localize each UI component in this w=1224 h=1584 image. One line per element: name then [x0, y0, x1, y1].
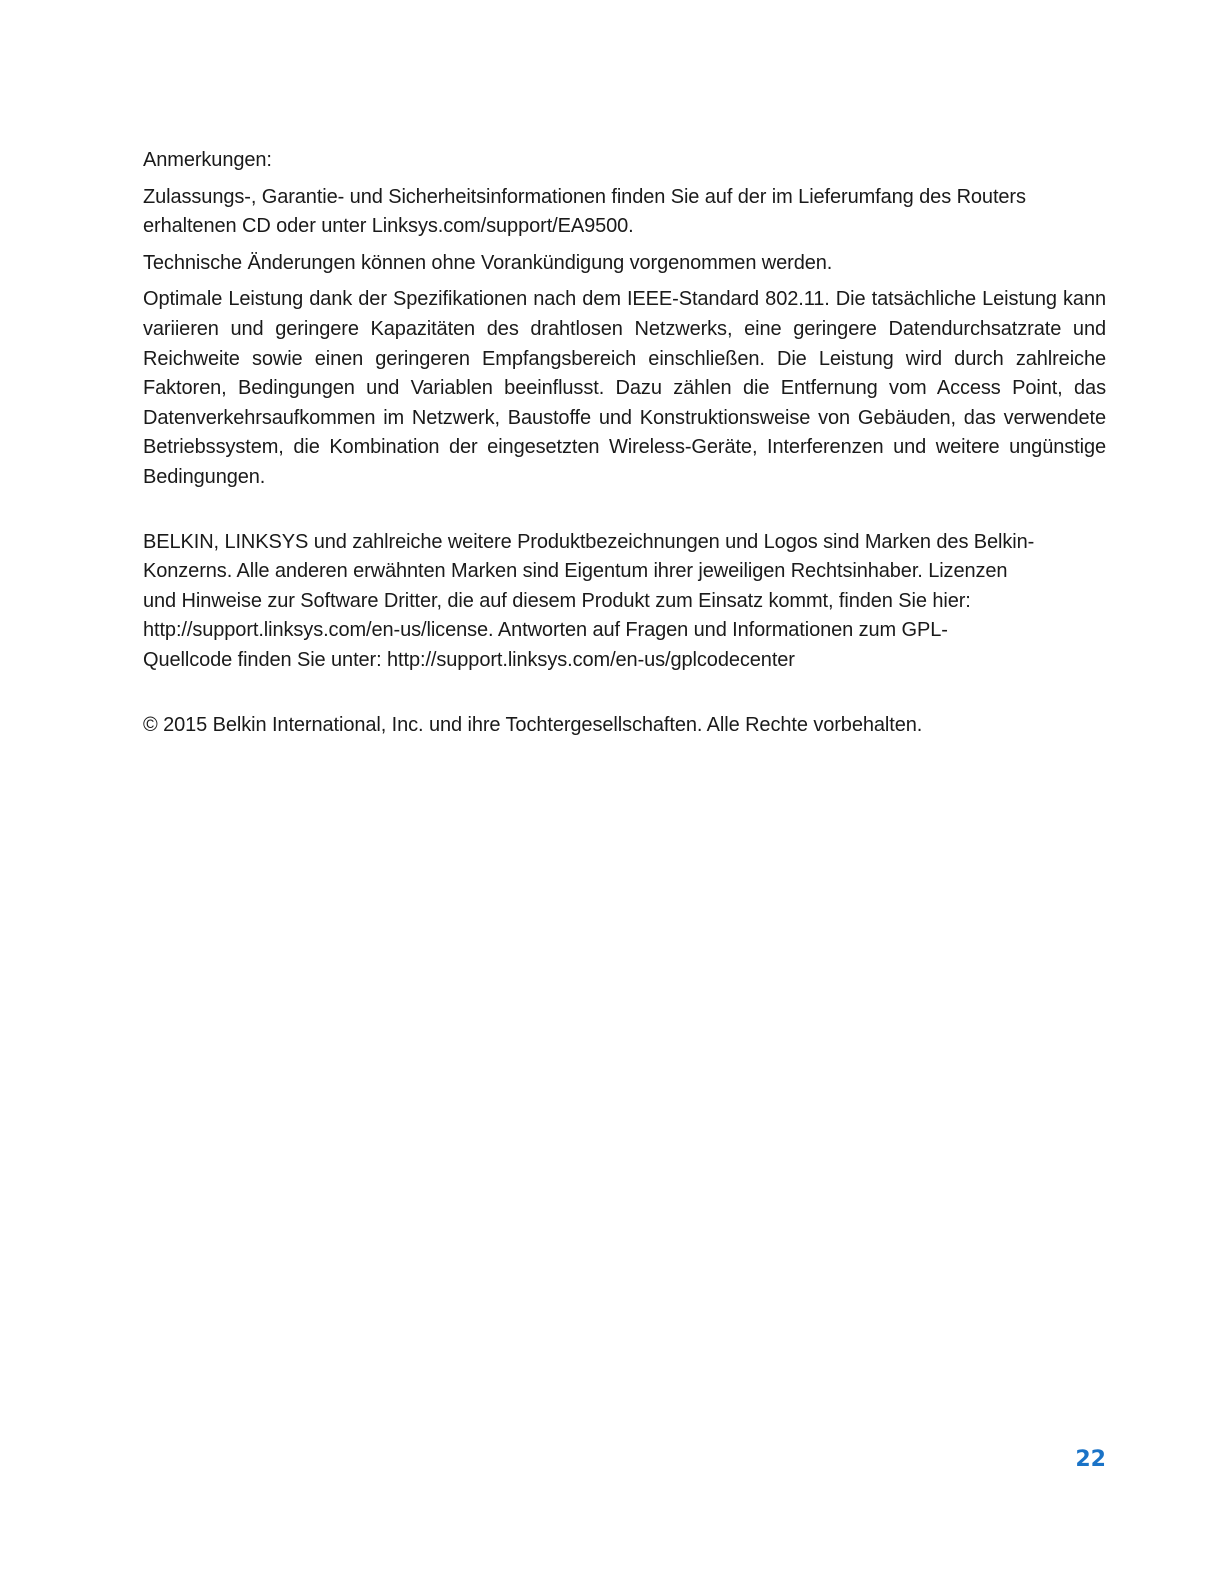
copyright-notice: © 2015 Belkin International, Inc. und ihre Tochtergesellschaften. Alle Rechte vorbehalten. [143, 713, 923, 736]
trademark-line: BELKIN, LINKSYS und zahlreiche weitere Produktbezeichnungen und Logos sind Marken des Belkin- [143, 530, 1035, 553]
trademark-line: Konzerns. Alle anderen erwähnten Marken sind Eigentum ihrer jeweiligen Rechtsinhaber. Lizenzen [143, 560, 1008, 583]
trademark-line: und Hinweise zur Software Dritter, die auf diesem Produkt zum Einsatz kommt, finden Sie hier: [143, 589, 971, 612]
page-number: 22 [1075, 1447, 1106, 1472]
trademark-line: Quellcode finden Sie unter: http://support.linksys.com/en-us/gplcodecenter [143, 648, 795, 671]
trademark-notice-paragraph [143, 528, 1106, 676]
trademark-line: http://support.linksys.com/en-us/license. Antworten auf Fragen und Informationen zum GPL- [143, 619, 948, 642]
performance-disclaimer-paragraph: Optimale Leistung dank der Spezifikationen nach dem IEEE-Standard 802.11. Die tatsächliche Leistung kann variieren und geringere Kapazitäten des drahtlosen Netzwerks, eine geringere Datendurchsatzrate und Reichweite sowie einen geringeren Empfangsbereich einschließen. Die Leistung wird durch zahlreiche Faktoren, Bedingungen und Variablen beeinflusst. Dazu zählen die Entfernung vom Access Point, das Datenverkehrsaufkommen im Netzwerk, Baustoffe und Konstruktionsweise von Gebäuden, das verwendete Betriebssystem, die Kombination der eingesetzten Wireless-Geräte, Interferenzen und weitere ungünstige Bedingungen. [143, 288, 1106, 488]
notes-heading: Anmerkungen: [143, 149, 272, 171]
page-content [143, 146, 1106, 740]
specification-change-notice: Technische Änderungen können ohne Vorankündigung vorgenommen werden. [143, 251, 833, 274]
regulatory-info-paragraph: Zulassungs-, Garantie- und Sicherheitsinformationen finden Sie auf der im Lieferumfang des Routers erhaltenen CD oder unter Linksys.com/support/EA9500. [143, 185, 1026, 238]
